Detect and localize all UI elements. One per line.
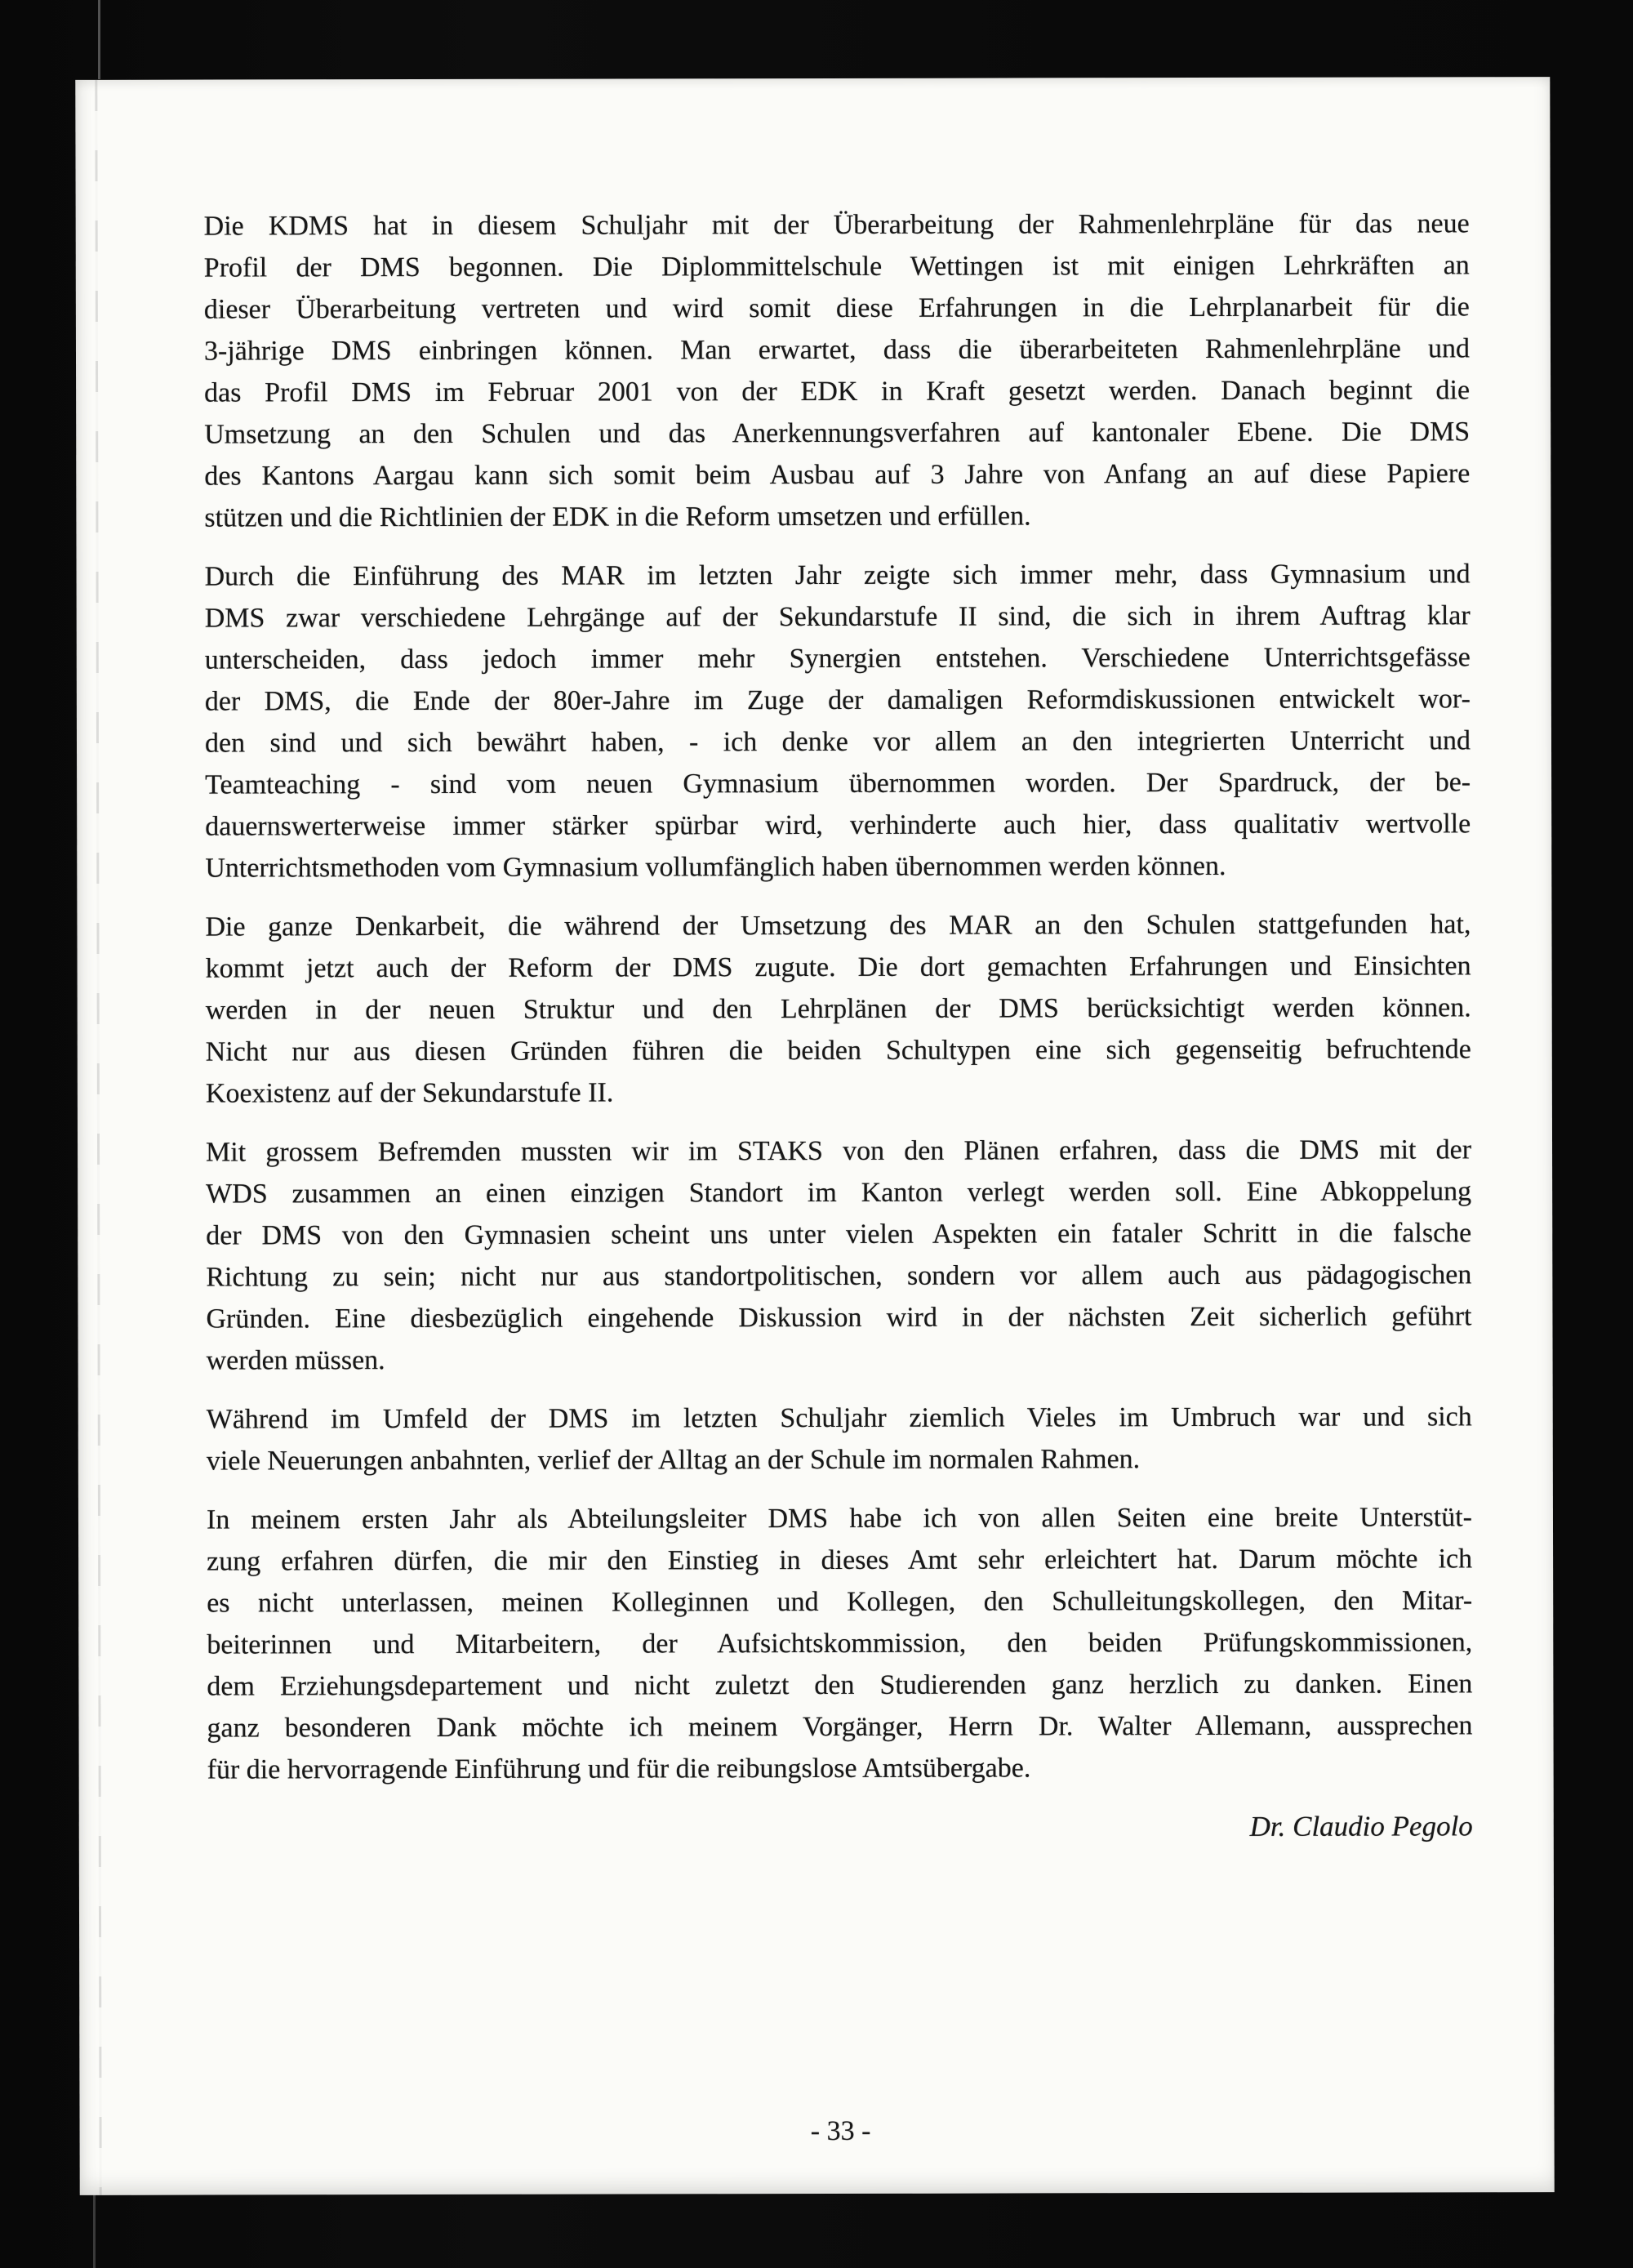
paragraph-4 [206,1129,1472,1381]
text-line: 3-jährige DMS einbringen können. Man erwartet, dass die überarbeiteten Rahmenlehrpläne und [203,333,1471,367]
paragraph-2 [205,553,1471,889]
paragraph-3 [205,903,1471,1114]
text-line: Die KDMS hat in diesem Schuljahr mit der Überarbeitung der Rahmenlehrpläne für das neue [203,208,1470,242]
text-line: der DMS, die Ende der 80er-Jahre im Zuge der damaligen Reformdiskussionen entwickelt wor- [204,684,1471,717]
text-line: werden müssen. [206,1345,385,1376]
text-line: unterscheiden, dass jedoch immer mehr Synergien entstehen. Verschiedene Unterrichtsgefässe [204,642,1471,675]
text-line: der DMS von den Gymnasien scheint uns unter vielen Aspekten ein fataler Schritt in die falsche [206,1218,1472,1251]
text-line: Die ganze Denkarbeit, die während der Umsetzung des MAR an den Schulen stattgefunden hat, [205,909,1471,942]
text-block [204,203,1473,1849]
text-line: Während im Umfeld der DMS im letzten Schuljahr ziemlich Vieles im Umbruch war und sich [206,1401,1472,1435]
text-line: Unterrichtsmethoden vom Gymnasium vollumfänglich haben übernommen werden können. [205,850,1226,884]
text-line: beiterinnen und Mitarbeitern, der Aufsichtskommission, den beiden Prüfungskommissionen, [207,1627,1473,1660]
text-line: kommt jetzt auch der Reform der DMS zugute. Die dort gemachten Erfahrungen und Einsichten [205,951,1471,984]
signature: Dr. Claudio Pegolo [1249,1810,1473,1842]
text-line: viele Neuerungen anbahnten, verlief der Alltag an der Schule im normalen Rahmen. [206,1444,1141,1477]
text-line: des Kantons Aargau kann sich somit beim Ausbau auf 3 Jahre von Anfang an auf diese Papiere [204,458,1471,492]
text-line: den sind und sich bewährt haben, - ich denke vor allem an den integrierten Unterricht und [204,725,1471,759]
scan-artifact-line-paper [95,80,101,2195]
text-line: Koexistenz auf der Sekundarstufe II. [205,1077,614,1109]
text-line: WDS zusammen an einen einzigen Standort im Kanton verlegt werden soll. Eine Abkoppelung [206,1176,1472,1210]
text-line: Nicht nur aus diesen Gründen führen die beiden Schultypen eine sich gegenseitig befruchtende [205,1034,1471,1067]
document-page [75,77,1554,2195]
paragraph-5 [207,1396,1472,1482]
text-line: ganz besonderen Dank möchte ich meinem Vorgänger, Herrn Dr. Walter Allemann, aussprechen [207,1710,1473,1744]
text-line: werden in der neuen Struktur und den Lehrplänen der DMS berücksichtigt werden können. [205,992,1471,1026]
scan-artifact-line-bottom [93,2192,96,2268]
text-line: Mit grossem Befremden mussten wir im STAKS von den Plänen erfahren, dass die DMS mit der [206,1134,1472,1168]
paragraph-6 [207,1496,1473,1790]
text-line: dem Erziehungsdepartement und nicht zuletzt den Studierenden ganz herzlich zu danken. Einen [207,1669,1473,1702]
text-line: zung erfahren dürfen, die mir den Einstieg in dieses Amt sehr erleichtert hat. Darum möchte ich [207,1544,1473,1577]
text-line: Durch die Einführung des MAR im letzten Jahr zeigte sich immer mehr, dass Gymnasium und [204,559,1471,592]
text-line: es nicht unterlassen, meinen Kolleginnen und Kollegen, den Schulleitungskollegen, den Mitar- [207,1585,1473,1619]
text-line: dieser Überarbeitung vertreten und wird somit diese Erfahrungen in die Lehrplanarbeit für die [203,292,1470,325]
text-line: DMS zwar verschiedene Lehrgänge auf der Sekundarstufe II sind, die sich in ihrem Auftrag klar [204,600,1471,634]
text-line: dauernswerterweise immer stärker spürbar wird, verhinderte auch hier, dass qualitativ wertvolle [205,809,1471,842]
text-line: Profil der DMS begonnen. Die Diplommittelschule Wettingen ist mit einigen Lehrkräften an [203,250,1470,283]
page-number: - 33 - [810,2115,871,2147]
text-line: Teamteaching - sind vom neuen Gymnasium übernommen worden. Der Spardruck, der be- [205,767,1471,800]
scan-artifact-line-top [98,0,100,79]
text-line: stützen und die Richtlinien der EDK in die Reform umsetzen und erfüllen. [204,501,1031,533]
text-line: für die hervorragende Einführung und für die reibungslose Amtsübergabe. [207,1753,1031,1785]
paragraph-1 [204,203,1471,538]
text-line: Umsetzung an den Schulen und das Anerkennungsverfahren auf kantonaler Ebene. Die DMS [204,417,1471,450]
text-line: Richtung zu sein; nicht nur aus standortpolitischen, sondern vor allem auch aus pädagogischen [206,1259,1472,1293]
text-line: In meinem ersten Jahr als Abteilungsleiter DMS habe ich von allen Seiten eine breite Unterstüt- [206,1502,1473,1535]
text-line: Gründen. Eine diesbezüglich eingehende Diskussion wird in der nächsten Zeit sicherlich geführt [206,1301,1472,1335]
text-line: das Profil DMS im Februar 2001 von der EDK in Kraft gesetzt werden. Danach beginnt die [204,375,1471,408]
